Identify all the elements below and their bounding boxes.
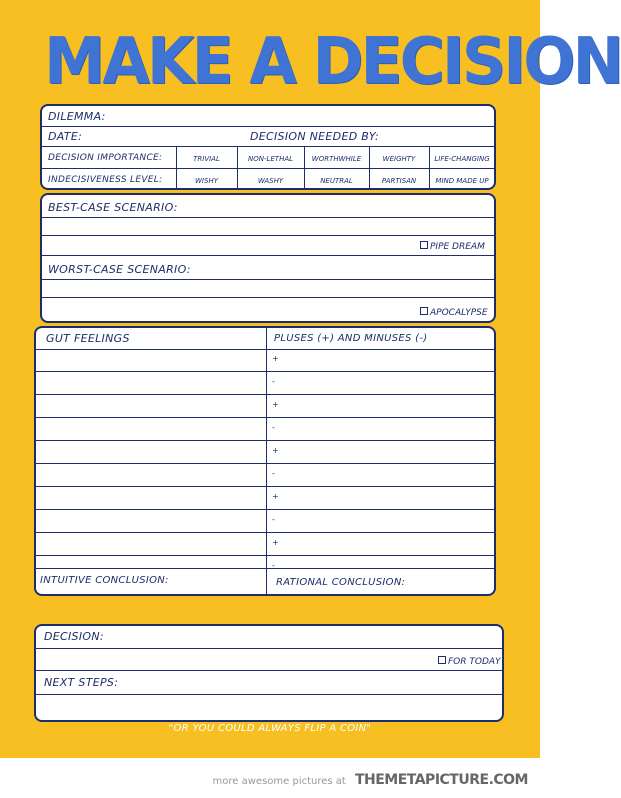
decision-box (34, 624, 504, 722)
divider (36, 568, 494, 569)
footer (0, 760, 540, 798)
importance-option[interactable]: LIFE-CHANGING (434, 155, 490, 163)
write-line (36, 555, 494, 556)
minus-sign: - (272, 469, 275, 478)
for-today-label: FOR TODAY (448, 657, 501, 667)
write-line (42, 279, 494, 280)
page-title: MAKE A DECISION (44, 25, 621, 99)
write-line (36, 463, 494, 464)
write-line (36, 394, 494, 395)
importance-label: DECISION IMPORTANCE: (48, 153, 163, 163)
minus-sign: - (272, 561, 275, 570)
importance-option[interactable]: TRIVIAL (193, 155, 220, 163)
minus-sign: - (272, 377, 275, 386)
decision-needed-by-label: DECISION NEEDED BY: (250, 130, 379, 143)
indecisiveness-label: INDECISIVENESS LEVEL: (48, 175, 163, 185)
indecisiveness-option[interactable]: WISHY (195, 177, 218, 185)
flip-coin-caption: "OR YOU COULD ALWAYS FLIP A COIN" (168, 723, 372, 734)
write-line (36, 694, 502, 695)
intuitive-conclusion-label: INTUITIVE CONCLUSION: (40, 575, 169, 586)
scenarios-box (40, 193, 496, 323)
write-line (36, 349, 494, 350)
write-line (36, 440, 494, 441)
plus-sign: + (272, 446, 279, 455)
decision-label: DECISION: (44, 630, 104, 643)
write-line (36, 648, 502, 649)
pipe-dream-checkbox[interactable] (420, 241, 485, 253)
write-line (36, 509, 494, 510)
plus-sign: + (272, 354, 279, 363)
importance-option[interactable]: WEIGHTY (382, 155, 416, 163)
gut-feelings-label: GUT FEELINGS (46, 332, 130, 345)
worst-case-label: WORST-CASE SCENARIO: (48, 263, 191, 276)
apocalypse-checkbox[interactable] (420, 307, 488, 319)
write-line (42, 297, 494, 298)
checkbox-icon (420, 307, 428, 315)
checkbox-icon (438, 656, 446, 664)
divider (42, 126, 494, 127)
divider (42, 255, 494, 256)
indecisiveness-option[interactable]: NEUTRAL (320, 177, 353, 185)
apocalypse-label: APOCALYPSE (430, 308, 488, 318)
rational-conclusion-label: RATIONAL CONCLUSION: (276, 577, 406, 588)
write-line (36, 486, 494, 487)
divider (36, 670, 502, 671)
write-line (36, 417, 494, 418)
dilemma-label: DILEMMA: (48, 110, 106, 123)
plus-sign: + (272, 538, 279, 547)
footer-prefix: more awesome pictures at (212, 776, 346, 787)
footer-site-link[interactable]: THEMETAPICTURE.COM (354, 772, 528, 788)
indecisiveness-option[interactable]: PARTISAN (381, 177, 417, 185)
write-line (42, 217, 494, 218)
divider (42, 168, 494, 169)
pluses-minuses-label: PLUSES (+) AND MINUSES (-) (274, 333, 428, 344)
importance-option[interactable]: NON-LETHAL (247, 155, 294, 163)
indecisiveness-option[interactable]: MIND MADE UP (435, 177, 489, 185)
indecisiveness-option[interactable]: WASHY (257, 177, 284, 185)
divider (42, 146, 494, 147)
header-box (40, 104, 496, 190)
write-line (42, 235, 494, 236)
importance-option[interactable]: WORTHWHILE (311, 155, 362, 163)
minus-sign: - (272, 515, 275, 524)
for-today-checkbox[interactable] (438, 656, 501, 668)
pipe-dream-label: PIPE DREAM (430, 242, 485, 252)
plus-sign: + (272, 400, 279, 409)
next-steps-label: NEXT STEPS: (44, 676, 119, 689)
write-line (36, 371, 494, 372)
footer-text (213, 769, 528, 788)
best-case-label: BEST-CASE SCENARIO: (48, 201, 178, 214)
write-line (36, 532, 494, 533)
plus-sign: + (272, 492, 279, 501)
date-label: DATE: (48, 130, 83, 143)
checkbox-icon (420, 241, 428, 249)
minus-sign: - (272, 423, 275, 432)
feelings-box (34, 326, 496, 596)
